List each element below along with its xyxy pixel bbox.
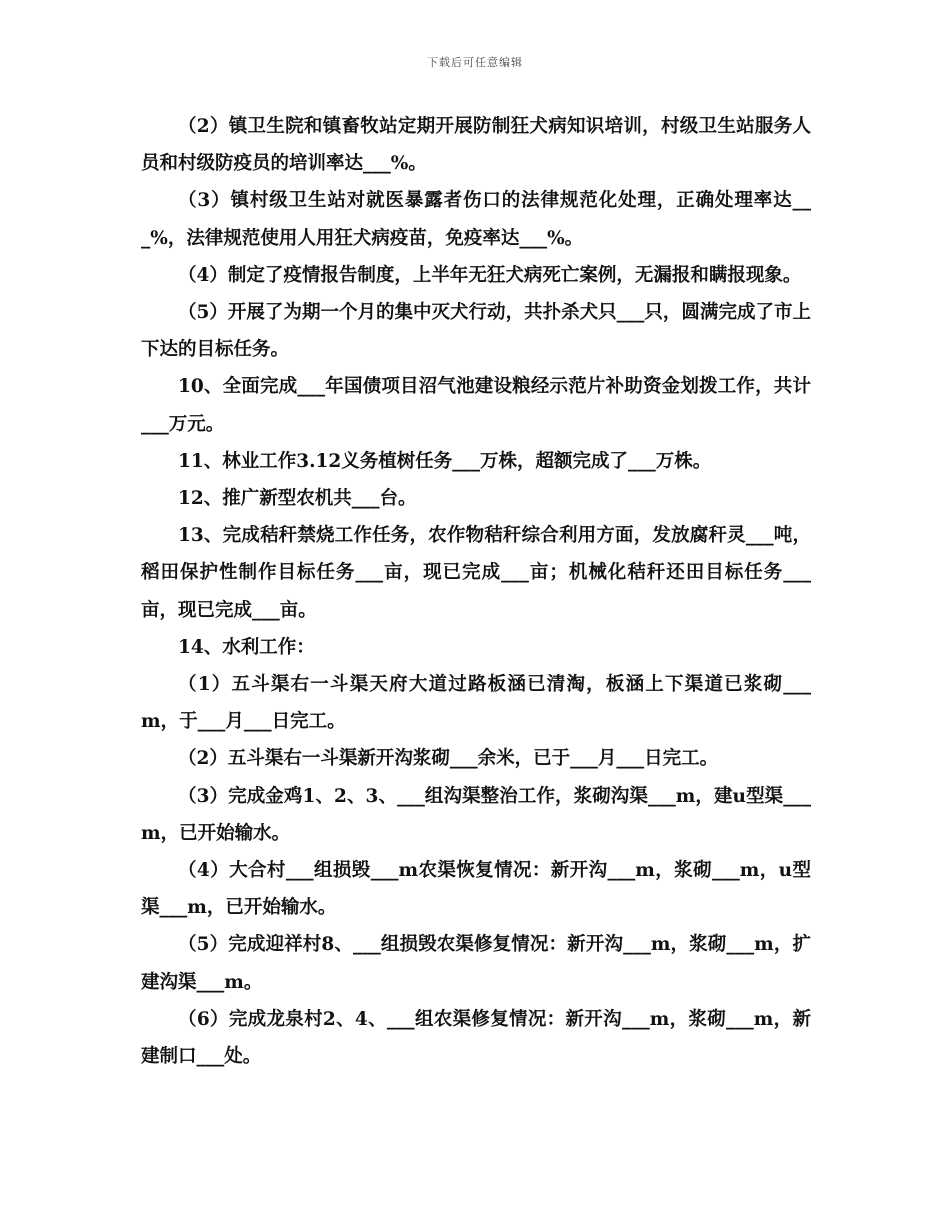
paragraph-item-3-wound-treatment: （3）镇村级卫生站对就医暴露者伤口的法律规范化处理，正确处理率达___%，法律规范使用人用狂犬病疫苗，免疫率达___%。: [141, 190, 811, 249]
paragraph-water-item-1: （1）五斗渠右一斗渠天府大道过路板涵已清淘，板涵上下渠道已浆砌___m，于___月___日完工。: [141, 674, 811, 733]
paragraph-11-forestry: 11、林业工作3.12义务植树任务___万株，超额完成了___万株。: [178, 450, 712, 472]
paragraph-water-item-2: （2）五斗渠右一斗渠新开沟浆砌___余米，已于___月___日完工。: [178, 748, 719, 770]
document-body: [141, 108, 811, 1075]
paragraph-item-4-epidemic-report: （4）制定了疫情报告制度，上半年无狂犬病死亡案例，无漏报和瞒报现象。: [178, 264, 802, 286]
paragraph-water-item-4: （4）大合村___组损毁___m农渠恢复情况：新开沟___m，浆砌___m，u型渠___m，已开始输水。: [141, 860, 811, 919]
header-note: 下载后可任意编辑: [427, 56, 523, 69]
paragraph-14-water-heading: 14、水利工作：: [178, 636, 315, 658]
paragraph-item-5-dog-control: （5）开展了为期一个月的集中灭犬行动，共扑杀犬只___只，圆满完成了市上下达的目标任务。: [141, 302, 811, 361]
paragraph-item-2-training: （2）镇卫生院和镇畜牧站定期开展防制狂犬病知识培训，村级卫生站服务人员和村级防疫员的培训率达___%。: [141, 116, 811, 175]
paragraph-12-machinery: 12、推广新型农机共___台。: [178, 488, 417, 510]
paragraph-water-item-6: （6）完成龙泉村2、4、___组农渠修复情况：新开沟___m，浆砌___m，新建制口___处。: [141, 1008, 811, 1068]
paragraph-water-item-3: （3）完成金鸡1、2、3、___组沟渠整治工作，浆砌沟渠___m，建u型渠___m，已开始输水。: [141, 785, 811, 844]
paragraph-10-biogas-funds: 10、全面完成___年国债项目沼气池建设粮经示范片补助资金划拨工作，共计___万元。: [141, 376, 811, 435]
paragraph-13-straw: 13、完成秸秆禁烧工作任务，农作物秸秆综合利用方面，发放腐秆灵___吨，稻田保护性制作目标任务___亩，现已完成___亩；机械化秸秆还田目标任务___亩，现已完成___亩。: [141, 525, 811, 621]
paragraph-water-item-5: （5）完成迎祥村8、___组损毁农渠修复情况：新开沟___m，浆砌___m，扩建沟渠___m。: [141, 934, 811, 993]
